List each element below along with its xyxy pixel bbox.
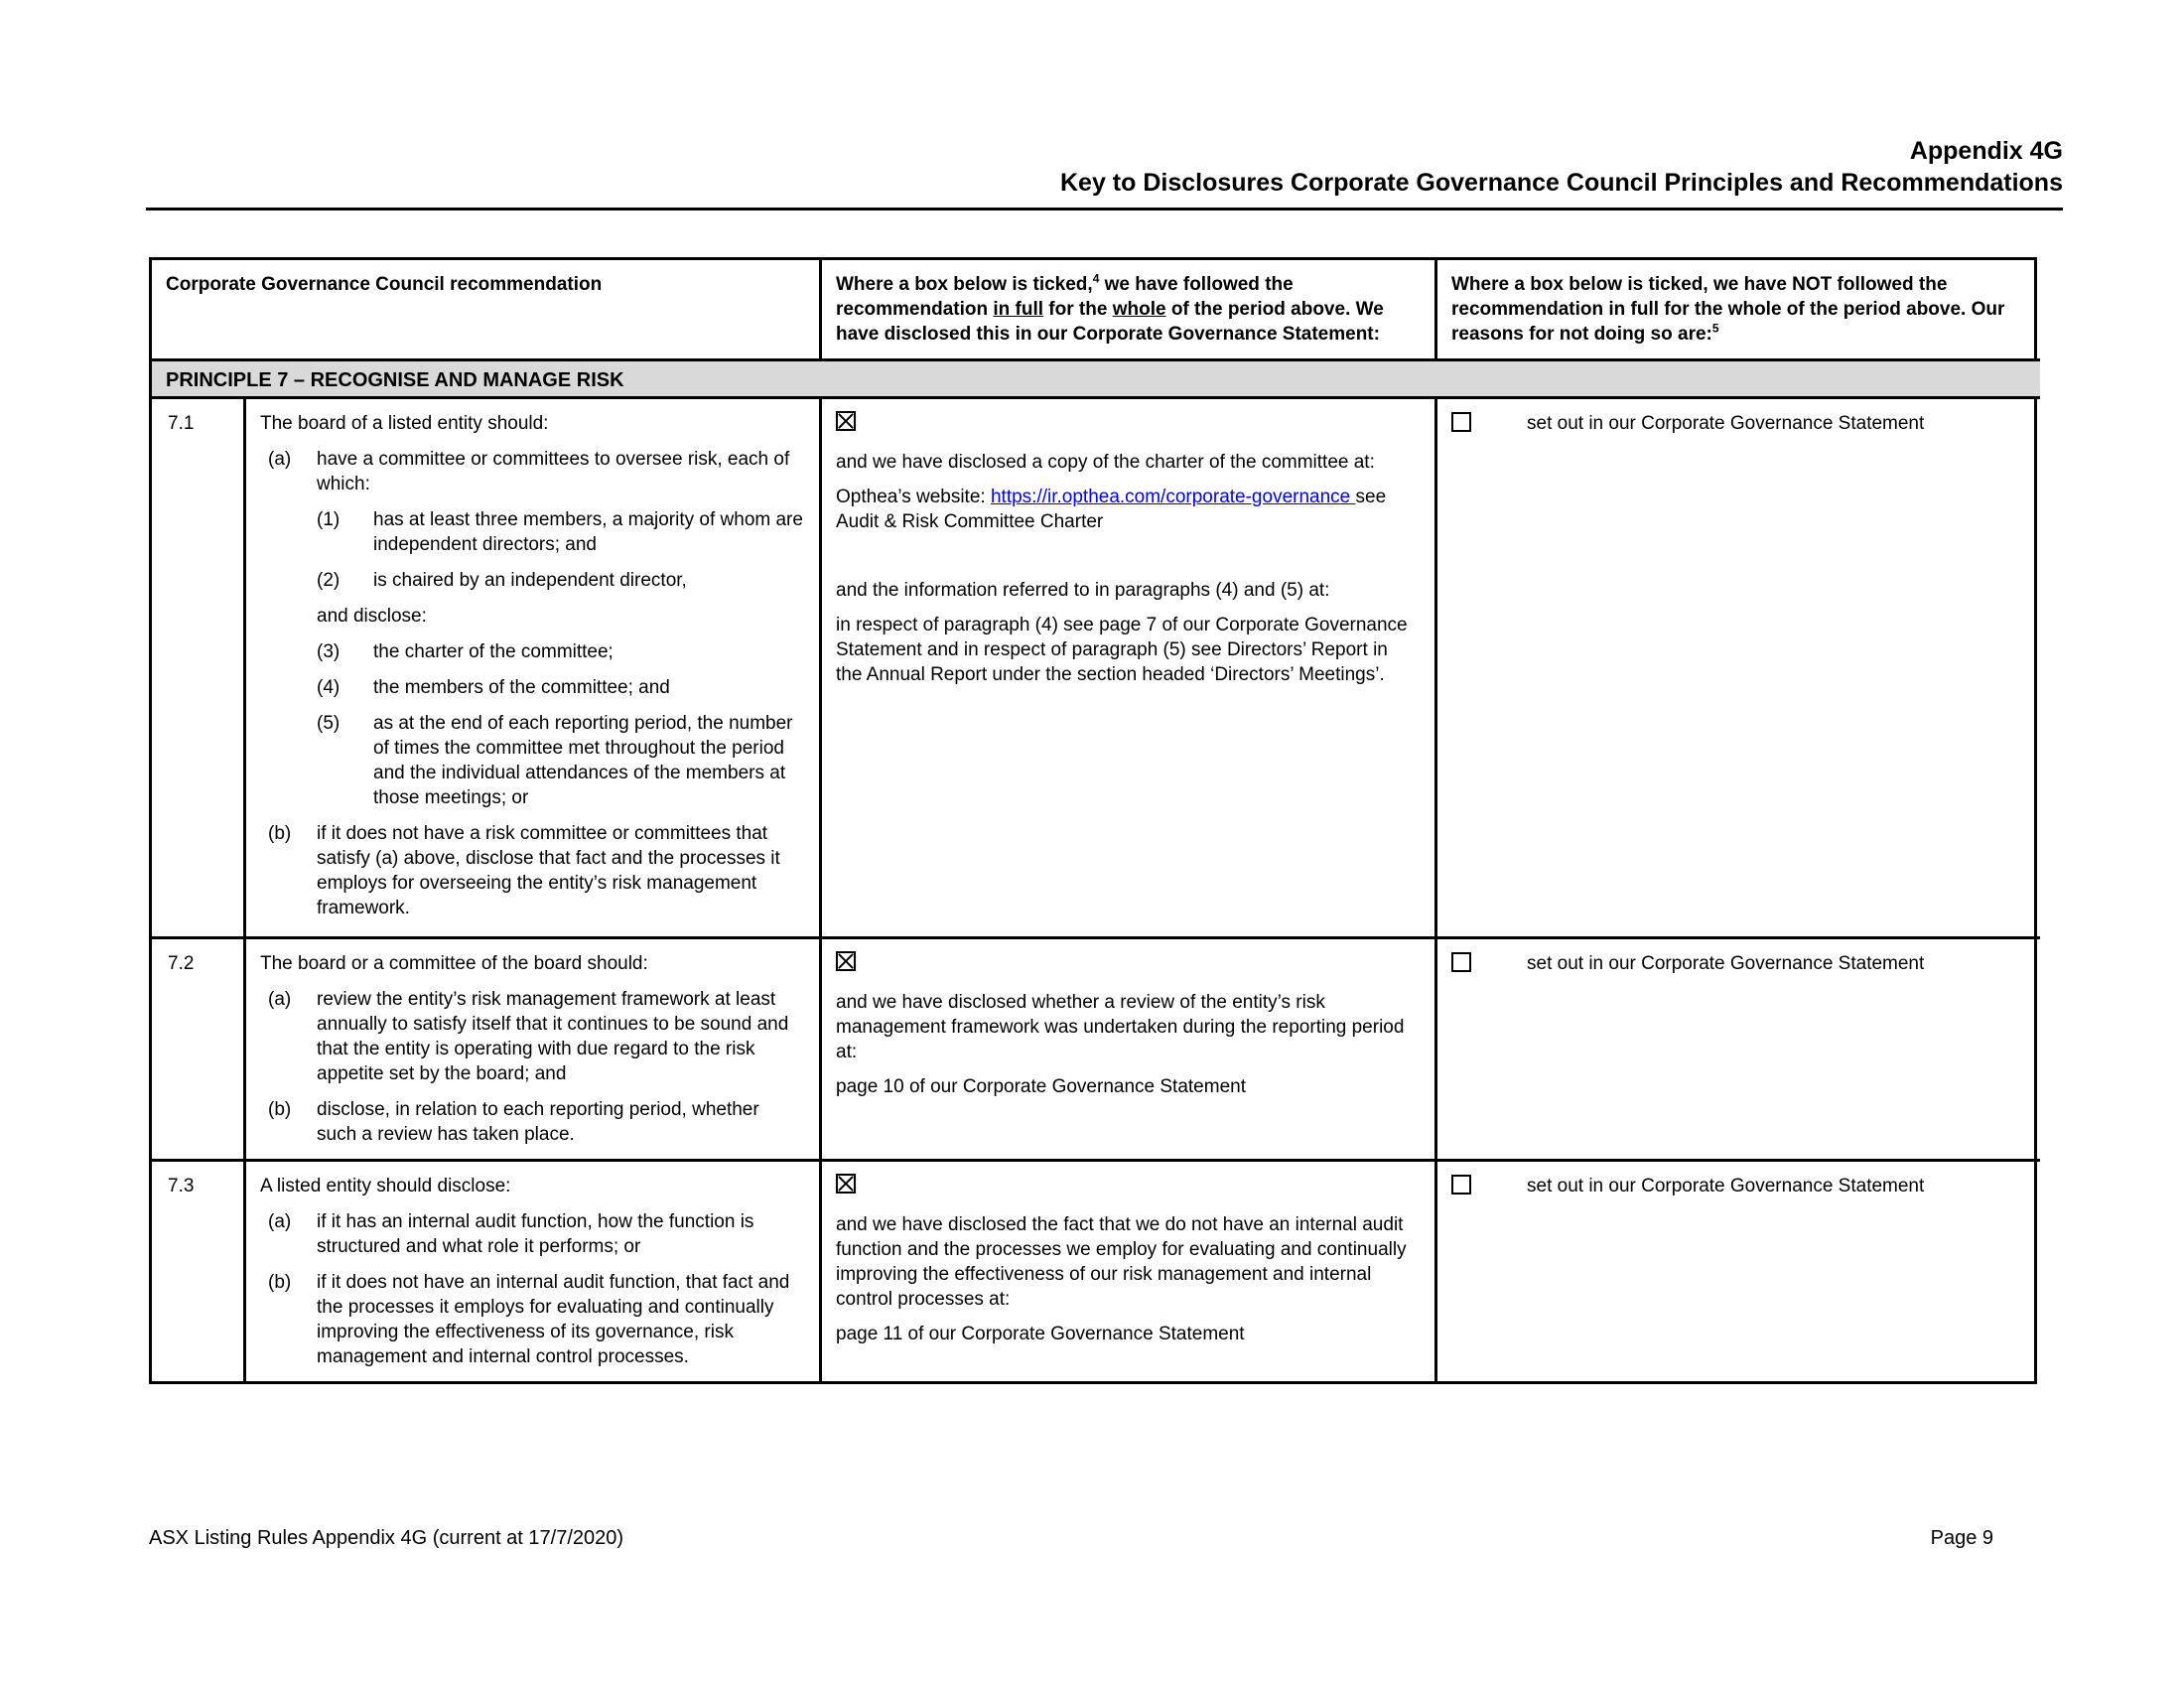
followed-column-header: Where a box below is ticked,$^4$ we have followed the recommendation in full for the whole of the period above. We have disclosed this in our Corporate Governance Statement: [822, 260, 1437, 361]
row-7-2-followed-checkbox-icon[interactable] [836, 951, 856, 971]
recommendation-column-header-text: Corporate Governance Council recommendation [166, 274, 603, 295]
row-7-1-followed-checkbox-icon[interactable] [836, 411, 856, 431]
list-item-b: (b) if it does not have an internal audit function, that fact and the processes it employs for evaluating and continually improving the effectiveness of its governance, risk management and internal control processes. [268, 1272, 790, 1367]
list-item-5: (5) as at the end of each reporting period, the number of times the committee met throughout the period and the individual attendances of the members at those meetings; or [317, 713, 793, 808]
row-7-3-recommendation-cell [246, 1162, 822, 1381]
row-7-3-not-followed-cell: set out in our Corporate Governance Statement [1437, 1162, 2040, 1381]
row-7-1-followed-cell: and we have disclosed a copy of the charter of the committee at: Opthea’s website: https://ir.opthea.com/corporate-governance see Audit & Risk Committee Charter and the information referred to in paragraphs (4) and (5) at: in respect of paragraph (4) see page 7 of our Corporate Governance Statement and in respect of paragraph (5) see Directors’ Report in the Annual Report under the section headed ‘Directors’ Meetings’. [822, 399, 1437, 939]
principle-7-banner: PRINCIPLE 7 – RECOGNISE AND MANAGE RISK [152, 361, 2040, 399]
not-followed-column-header: Where a box below is ticked, we have NOT followed the recommendation in full for the whole of the period above. Our reasons for not doing so are:$^5$ [1437, 260, 2040, 361]
row-7-2-followed-cell: and we have disclosed whether a review of the entity’s risk management framework was undertaken during the reporting period at: page 10 of our Corporate Governance Statement [822, 939, 1437, 1162]
recommendation-intro: The board of a listed entity should: [260, 413, 549, 434]
row-7-2-number: 7.2 [152, 939, 246, 1162]
footnote-5-marker: 5 [1711, 321, 1719, 336]
row-7-1-not-followed-checkbox-icon[interactable] [1451, 412, 1471, 432]
appendix-title: Appendix 4G [1909, 137, 2063, 165]
row-7-2-not-followed-cell: set out in our Corporate Governance Statement [1437, 939, 2040, 1162]
header-divider [146, 208, 2063, 211]
charter-location-paragraph: Opthea’s website: https://ir.opthea.com/corporate-governance see Audit & Risk Committee Charter [836, 487, 1387, 532]
list-mid-text: and disclose: [317, 606, 427, 627]
row-7-2-not-followed-checkbox-icon[interactable] [1451, 952, 1471, 972]
row-7-3-not-followed-checkbox-icon[interactable] [1451, 1175, 1471, 1195]
row-7-3-followed-cell: and we have disclosed the fact that we do not have an internal audit function and the processes we employ for evaluating and continually improving the effectiveness of our risk management and internal control processes at: page 11 of our Corporate Governance Statement [822, 1162, 1437, 1381]
row-7-3-followed-checkbox-icon[interactable] [836, 1174, 856, 1194]
recommendation-intro: A listed entity should disclose: [260, 1176, 511, 1196]
list-item-a: (a) have a committee or committees to oversee risk, each of which: [268, 449, 790, 494]
list-item-1: (1) has at least three members, a majority of whom are independent directors; and [317, 509, 803, 555]
list-item-4: (4) the members of the committee; and [317, 677, 670, 698]
list-item-a: (a) review the entity’s risk management framework at least annually to satisfy itself that it continues to be sound and that the entity is operating with due regard to the risk appetite set by the board; and [268, 989, 789, 1084]
footer-page-number: Page 9 [1930, 1527, 1993, 1549]
list-item-3: (3) the charter of the committee; [317, 641, 614, 662]
disclosure-table [149, 257, 2037, 1384]
recommendation-column-header [152, 260, 822, 361]
list-item-2: (2) is chaired by an independent director, [317, 570, 687, 591]
row-7-1-number: 7.1 [152, 399, 246, 939]
footnote-4-marker: 4 [1092, 271, 1100, 286]
list-item-a: (a) if it has an internal audit function, how the function is structured and what role it performs; or [268, 1211, 754, 1257]
recommendation-intro: The board or a committee of the board should: [260, 953, 648, 974]
row-7-3-number: 7.3 [152, 1162, 246, 1381]
footer-document-id: ASX Listing Rules Appendix 4G (current at 17/7/2020) [149, 1527, 624, 1549]
list-item-b: (b) if it does not have a risk committee or committees that satisfy (a) above, disclose that fact and the processes it employs for overseeing the entity’s risk management framework. [268, 823, 780, 918]
row-7-1-not-followed-cell: set out in our Corporate Governance Statement [1437, 399, 2040, 939]
appendix-subtitle: Key to Disclosures Corporate Governance Council Principles and Recommendations [1060, 169, 2063, 197]
list-item-b: (b) disclose, in relation to each reporting period, whether such a review has taken place. [268, 1099, 759, 1145]
row-7-2-recommendation-cell [246, 939, 822, 1162]
row-7-1-recommendation-cell [246, 399, 822, 939]
opthea-governance-link[interactable]: https://ir.opthea.com/corporate-governance [990, 487, 1356, 507]
page-header [1060, 135, 2063, 199]
